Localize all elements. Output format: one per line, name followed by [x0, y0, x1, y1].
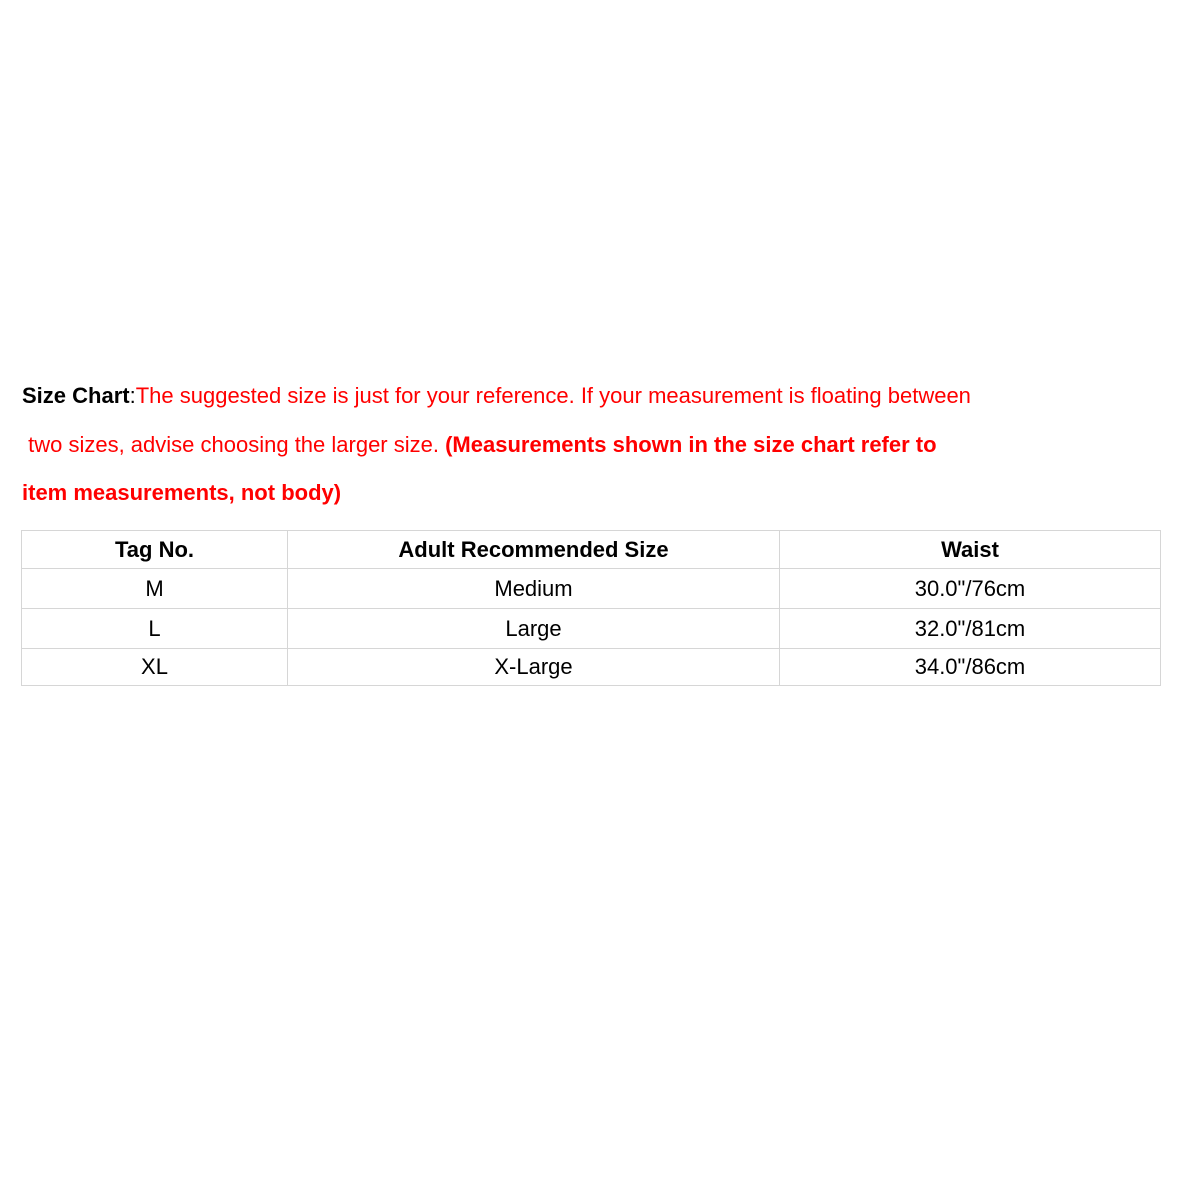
measurement-note-part-1: (Measurements shown in the size chart refer to [445, 431, 937, 457]
cell-waist: 32.0"/81cm [780, 609, 1161, 649]
measurement-note-part-2: item measurements, not body) [22, 480, 342, 505]
cell-waist: 34.0"/86cm [780, 649, 1161, 686]
reference-note: The suggested size is just for your reference. If your measurement is floating between [135, 383, 971, 408]
cell-tag-no: L [22, 609, 288, 649]
table-row [22, 609, 1161, 649]
header-waist: Waist [780, 531, 1161, 569]
label-colon: : [129, 383, 136, 408]
table-header-row [22, 531, 1161, 569]
header-adult-recommended-size: Adult Recommended Size [288, 531, 780, 569]
larger-size-advice: two sizes, advise choosing the larger size. [22, 431, 446, 457]
table-row [22, 649, 1161, 686]
header-tag-no: Tag No. [22, 531, 288, 569]
intro-line-1 [22, 372, 1172, 421]
size-chart-table [21, 530, 1161, 686]
size-chart-label: Size Chart [22, 383, 130, 408]
cell-recommended-size: Large [288, 609, 780, 649]
cell-recommended-size: Medium [288, 569, 780, 609]
cell-tag-no: XL [22, 649, 288, 686]
intro-line-2 [22, 421, 1172, 470]
cell-waist: 30.0"/76cm [780, 569, 1161, 609]
size-chart-intro [22, 372, 1172, 518]
cell-tag-no: M [22, 569, 288, 609]
table-row [22, 569, 1161, 609]
intro-line-3 [22, 469, 1172, 518]
cell-recommended-size: X-Large [288, 649, 780, 686]
